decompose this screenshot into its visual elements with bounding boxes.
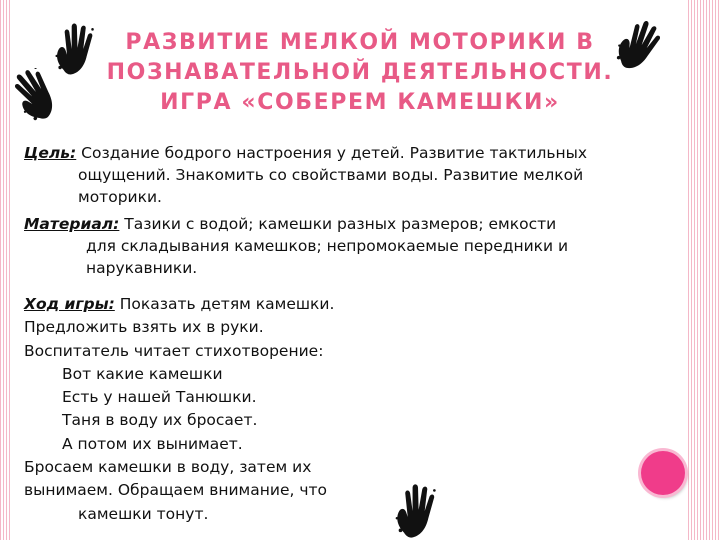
goal-section — [24, 142, 587, 208]
decorative-stripe-right — [688, 0, 720, 540]
goal-label: Цель: — [24, 144, 77, 162]
poem-line: Таня в воду их бросает. — [62, 411, 258, 430]
title-line: ПОЗНАВАТЕЛЬНОЙ ДЕЯТЕЛЬНОСТИ. — [106, 60, 614, 85]
goal-text: Создание бодрого настроения у детей. Развитие тактильных — [76, 144, 588, 162]
game-text: Предложить взять их в руки. — [24, 318, 264, 337]
poem-line: Есть у нашей Танюшки. — [62, 388, 257, 407]
slide-title — [60, 28, 660, 118]
title-line: РАЗВИТИЕ МЕЛКОЙ МОТОРИКИ В — [125, 30, 595, 55]
game-text: Бросаем камешки в воду, затем их — [24, 458, 312, 477]
poem-line: Вот какие камешки — [62, 364, 223, 383]
title-line: ИГРА «СОБЕРЕМ КАМЕШКИ» — [160, 90, 560, 115]
hand-print-icon — [392, 482, 438, 540]
material-section — [24, 213, 568, 279]
material-text: для складывания камешков; непромокаемые передники и — [86, 237, 569, 255]
goal-text: моторики. — [78, 188, 162, 206]
game-text: вынимаем. Обращаем внимание, что — [24, 481, 328, 500]
goal-text: ощущений. Знакомить со свойствами воды. Развитие мелкой — [78, 166, 584, 184]
game-label: Ход игры: — [24, 295, 115, 313]
material-text: Тазики с водой; камешки разных размеров; емкости — [119, 215, 557, 233]
hand-print-icon — [8, 68, 60, 122]
material-label: Материал: — [24, 215, 120, 233]
poem-line: А потом их вынимает. — [62, 434, 243, 453]
game-section — [24, 293, 334, 526]
pink-circle-decoration — [641, 451, 685, 495]
game-text: Показать детям камешки. — [114, 295, 335, 313]
game-text: камешки тонут. — [78, 504, 209, 523]
game-text: Воспитатель читает стихотворение: — [24, 341, 324, 360]
material-text: нарукавники. — [86, 259, 198, 277]
